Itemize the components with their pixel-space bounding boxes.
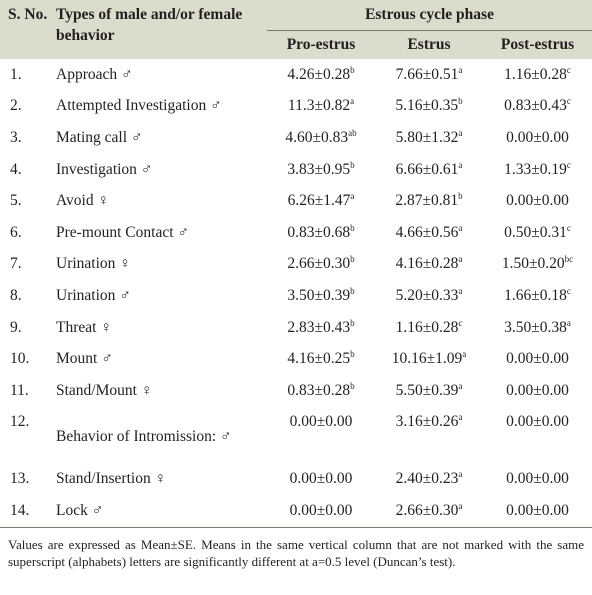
behavior-type: Stand/Mount ♀ (56, 381, 153, 399)
pro-estrus-value (267, 59, 375, 91)
table-header (0, 0, 592, 59)
significance-letter: b (350, 222, 355, 233)
table-row (0, 375, 592, 407)
pro-estrus-value (267, 464, 375, 496)
significance-letter: b (350, 380, 355, 391)
estrus-value-text: 5.20±0.33 (395, 286, 459, 304)
estrus-value (375, 375, 483, 407)
significance-letter: b (350, 64, 355, 75)
post-estrus-value-text: 1.33±0.19 (504, 160, 567, 178)
post-estrus-value (483, 280, 592, 312)
row-number: 9. (10, 318, 22, 336)
post-estrus-value (483, 495, 592, 527)
significance-letter: a (458, 222, 463, 233)
pro-estrus-value (267, 280, 375, 312)
significance-letter: b (350, 317, 355, 328)
estrus-value (375, 343, 483, 375)
table-row (0, 407, 592, 464)
behavior-type: Approach ♂ (56, 65, 133, 83)
significance-letter: b (350, 349, 355, 360)
pro-estrus-value-text: 4.16±0.25 (287, 350, 351, 368)
significance-letter: a (458, 500, 463, 511)
table-row (0, 343, 592, 375)
header-estrous-phase: Estrous cycle phase (267, 0, 592, 31)
row-number: 10. (10, 350, 30, 368)
significance-letter: ab (348, 127, 357, 138)
pro-estrus-value (267, 217, 375, 249)
header-post-estrus: Post-estrus (483, 31, 592, 60)
significance-letter: bc (564, 254, 574, 265)
row-number: 13. (10, 470, 30, 488)
pro-estrus-value-text: 2.66±0.30 (287, 255, 351, 273)
significance-letter: c (566, 96, 571, 107)
estrus-value (375, 59, 483, 91)
pro-estrus-value-text: 4.26±0.28 (287, 65, 351, 83)
pro-estrus-value-text: 3.83±0.95 (287, 160, 351, 178)
pro-estrus-value-text: 2.83±0.43 (287, 318, 351, 336)
estrus-value-text: 5.80±1.32 (395, 128, 459, 146)
estrus-value-text: 7.66±0.51 (395, 65, 459, 83)
pro-estrus-value (267, 122, 375, 154)
pro-estrus-value (267, 154, 375, 186)
estrus-value (375, 185, 483, 217)
estrus-value-text: 5.50±0.39 (395, 381, 459, 399)
table-row (0, 280, 592, 312)
row-number: 12. (10, 412, 30, 430)
behavior-type: Attempted Investigation ♂ (56, 97, 222, 115)
post-estrus-value-text: 0.00±0.00 (506, 381, 569, 399)
row-number: 5. (10, 192, 22, 210)
table-row (0, 464, 592, 496)
pro-estrus-value-text: 0.83±0.68 (287, 223, 351, 241)
header-behavior-type: Types of male and/or female behavior (52, 0, 267, 59)
row-number: 7. (10, 255, 22, 273)
row-number: 11. (10, 381, 29, 399)
post-estrus-value (483, 249, 592, 281)
estrus-value (375, 464, 483, 496)
significance-letter: c (458, 317, 463, 328)
behavior-type: Behavior of Intromission: ♂ (56, 427, 232, 445)
significance-letter: b (350, 254, 355, 265)
pro-estrus-value (267, 249, 375, 281)
table-body (0, 59, 592, 527)
pro-estrus-value (267, 407, 375, 464)
significance-letter: a (458, 411, 463, 422)
post-estrus-value (483, 59, 592, 91)
post-estrus-value (483, 312, 592, 344)
significance-letter: c (566, 222, 571, 233)
significance-letter: a (566, 317, 571, 328)
table-row (0, 154, 592, 186)
significance-letter: b (350, 285, 355, 296)
behavior-type: Threat ♀ (56, 318, 112, 336)
row-number: 2. (10, 97, 22, 115)
post-estrus-value-text: 1.66±0.18 (504, 286, 567, 304)
pro-estrus-value (267, 343, 375, 375)
post-estrus-value-text: 0.00±0.00 (506, 470, 569, 488)
behavior-type: Urination ♀ (56, 255, 131, 273)
post-estrus-value (483, 122, 592, 154)
estrus-value-text: 3.16±0.26 (395, 412, 459, 430)
pro-estrus-value (267, 375, 375, 407)
post-estrus-value-text: 0.83±0.43 (504, 97, 567, 115)
pro-estrus-value (267, 495, 375, 527)
table-row (0, 185, 592, 217)
table-row (0, 495, 592, 527)
significance-letter: b (458, 191, 463, 202)
estrus-value-text: 5.16±0.35 (395, 97, 459, 115)
significance-letter: a (458, 159, 463, 170)
significance-letter: b (350, 159, 355, 170)
behavior-type: Avoid ♀ (56, 192, 110, 210)
post-estrus-value-text: 3.50±0.38 (504, 318, 567, 336)
pro-estrus-value-text: 0.83±0.28 (287, 381, 351, 399)
table-footnote: Values are expressed as Mean±SE. Means in the same vertical column that are not marked with the same superscript (alphabets) letters are significantly different at a=0.5 level (Duncan’s test). (8, 536, 584, 569)
header-sno: S. No. (0, 0, 52, 59)
pro-estrus-value (267, 91, 375, 123)
table-row (0, 59, 592, 91)
row-number: 4. (10, 160, 22, 178)
significance-letter: a (350, 96, 355, 107)
estrus-value-text: 2.87±0.81 (395, 192, 459, 210)
significance-letter: c (566, 159, 571, 170)
pro-estrus-value-text: 6.26±1.47 (287, 192, 351, 210)
post-estrus-value (483, 407, 592, 464)
pro-estrus-value (267, 312, 375, 344)
pro-estrus-value-text: 4.60±0.83 (285, 128, 349, 146)
behavior-type: Stand/Insertion ♀ (56, 470, 167, 488)
significance-letter: a (350, 191, 355, 202)
post-estrus-value-text: 0.00±0.00 (506, 350, 569, 368)
estrus-value-text: 2.40±0.23 (395, 470, 459, 488)
significance-letter: a (458, 380, 463, 391)
post-estrus-value (483, 91, 592, 123)
post-estrus-value-text: 0.00±0.00 (506, 128, 569, 146)
table-row (0, 217, 592, 249)
significance-letter: a (458, 469, 463, 480)
estrus-value (375, 249, 483, 281)
table-row (0, 312, 592, 344)
table-row (0, 91, 592, 123)
estrus-value (375, 280, 483, 312)
estrus-value (375, 407, 483, 464)
row-number: 14. (0, 495, 52, 527)
estrus-value-text: 2.66±0.30 (395, 501, 459, 519)
significance-letter: a (458, 254, 463, 265)
post-estrus-value-text: 1.16±0.28 (504, 65, 567, 83)
post-estrus-value (483, 154, 592, 186)
post-estrus-value (483, 464, 592, 496)
behavior-type: Lock ♂ (52, 495, 267, 527)
table-row (0, 249, 592, 281)
post-estrus-value (483, 217, 592, 249)
pro-estrus-value (267, 185, 375, 217)
post-estrus-value-text: 0.00±0.00 (506, 192, 569, 210)
pro-estrus-value-text: 3.50±0.39 (287, 286, 351, 304)
behavior-type: Urination ♂ (56, 286, 131, 304)
row-number: 1. (10, 65, 22, 83)
behavior-type: Pre-mount Contact ♂ (56, 223, 190, 241)
estrus-value (375, 154, 483, 186)
row-number: 8. (10, 286, 22, 304)
pro-estrus-value-text: 11.3±0.82 (287, 97, 351, 115)
significance-letter: c (566, 64, 571, 75)
significance-letter: c (566, 285, 571, 296)
behavior-type: Investigation ♂ (56, 160, 153, 178)
pro-estrus-value-text: 0.00±0.00 (289, 470, 353, 488)
estrus-value-text: 1.16±0.28 (395, 318, 459, 336)
significance-letter: a (458, 127, 463, 138)
row-number: 3. (10, 128, 22, 146)
pro-estrus-value-text: 0.00±0.00 (289, 412, 353, 430)
table-row (0, 122, 592, 154)
behavior-type: Mount ♂ (56, 350, 113, 368)
significance-letter: a (458, 285, 463, 296)
post-estrus-value-text: 1.50±0.20 (501, 255, 565, 273)
estrus-value (375, 122, 483, 154)
post-estrus-value-text: 0.00±0.00 (506, 501, 569, 519)
significance-letter: b (458, 96, 463, 107)
estrus-value-text: 10.16±1.09 (391, 350, 463, 368)
behavior-type: Mating call ♂ (56, 128, 143, 146)
row-number: 6. (10, 223, 22, 241)
estrus-value-text: 4.66±0.56 (395, 223, 459, 241)
post-estrus-value-text: 0.00±0.00 (506, 412, 569, 430)
estrus-value (375, 91, 483, 123)
post-estrus-value-text: 0.50±0.31 (504, 223, 567, 241)
post-estrus-value (483, 375, 592, 407)
estrus-value (375, 495, 483, 527)
estrus-value-text: 6.66±0.61 (395, 160, 459, 178)
post-estrus-value (483, 185, 592, 217)
significance-letter: a (462, 349, 467, 360)
post-estrus-value (483, 343, 592, 375)
header-pro-estrus: Pro-estrus (267, 31, 375, 60)
estrus-value (375, 312, 483, 344)
significance-letter: a (458, 64, 463, 75)
header-estrus: Estrus (375, 31, 483, 60)
estrus-value-text: 4.16±0.28 (395, 255, 459, 273)
pro-estrus-value-text: 0.00±0.00 (289, 501, 353, 519)
estrus-value (375, 217, 483, 249)
